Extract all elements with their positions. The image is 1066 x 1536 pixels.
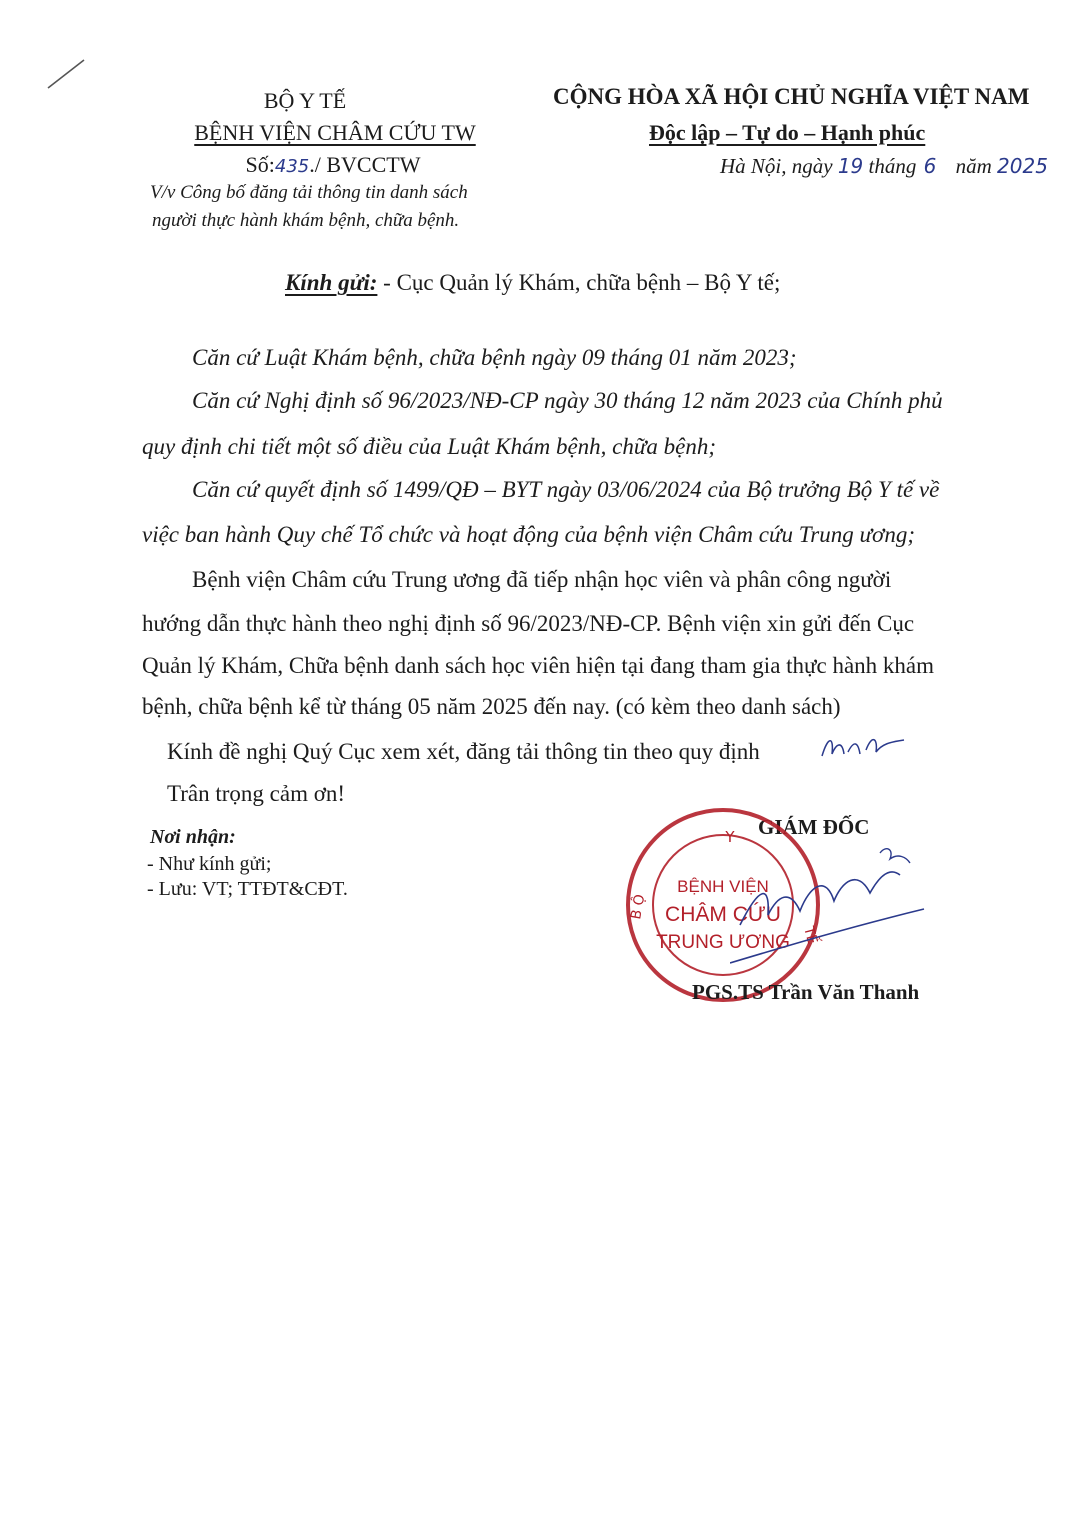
stamp-ring-left: B Ộ [628,893,649,921]
stamp-line-2: CHÂM CỨU [665,903,781,926]
paragraph-line-3: Quản lý Khám, Chữa bệnh danh sách học viên hiện tại đang tham gia thực hành khám [142,653,935,678]
year-label: năm [955,154,992,178]
recipients-title: Nơi nhận: [150,826,236,848]
paragraph-line-4: bệnh, chữa bệnh kể từ tháng 05 năm 2025 đến nay. (có kèm theo danh sách) [142,694,841,719]
stamp-line-3: TRUNG ƯƠNG [656,932,790,953]
basis-1: Căn cứ Luật Khám bệnh, chữa bệnh ngày 09 tháng 01 năm 2023; [192,345,797,370]
basis-3-line-1: Căn cứ quyết định số 1499/QĐ – BYT ngày 03/06/2024 của Bộ trưởng Bộ Y tế về [192,477,940,502]
subject-line-2: người thực hành khám bệnh, chữa bệnh. [152,210,460,231]
number-suffix: ./ BVCCTW [309,152,421,177]
subject-line-1: V/v Công bố đăng tải thông tin danh sách [150,182,468,203]
paragraph-line-1: Bệnh viện Châm cứu Trung ương đã tiếp nhận học viên và phân công người [192,567,892,592]
document-number [218,152,448,178]
signer-title: GIÁM ĐỐC [758,815,870,839]
day-handwritten: 19 [837,154,864,178]
recipient-value: - Cục Quản lý Khám, chữa bệnh – Bộ Y tế; [383,270,781,295]
pen-stroke-mark [44,56,88,92]
stamp-ring-top: Y [725,828,735,846]
basis-2-line-1: Căn cứ Nghị định số 96/2023/NĐ-CP ngày 30 tháng 12 năm 2023 của Chính phủ [192,388,943,413]
initials-signature [818,730,908,764]
number-label: Số: [245,152,275,177]
thanks-line: Trân trọng cảm ơn! [167,781,346,806]
stamp-ring-right: TẾ [800,924,821,946]
ministry-name: BỘ Y TẾ [263,88,347,113]
signer-name: PGS.TS Trần Văn Thanh [692,980,920,1004]
request-line: Kính đề nghị Quý Cục xem xét, đăng tải thông tin theo quy định [167,739,760,764]
year-handwritten: 2025 [997,154,1048,178]
place-date-prefix: Hà Nội, ngày [720,154,833,178]
recipient-item-1: - Như kính gửi; [147,853,272,875]
month-handwritten: 6 [923,154,937,178]
recipient-block [285,270,780,296]
paragraph-line-2: hướng dẫn thực hành theo nghị định số 96/2023/NĐ-CP. Bệnh viện xin gửi đến Cục [142,611,915,636]
recipient-item-2: - Lưu: VT; TTĐT&CĐT. [147,878,348,900]
basis-3-line-2: việc ban hành Quy chế Tổ chức và hoạt động của bệnh viện Châm cứu Trung ương; [142,522,915,547]
hospital-name: BỆNH VIỆN CHÂM CỨU TW [194,120,476,145]
director-signature [730,845,930,965]
basis-2-line-2: quy định chi tiết một số điều của Luật Khám bệnh, chữa bệnh; [142,434,717,459]
national-motto: Độc lập – Tự do – Hạnh phúc [649,120,926,145]
number-handwritten: 435 [274,156,310,177]
republic-title: CỘNG HÒA XÃ HỘI CHỦ NGHĨA VIỆT NAM [553,84,1030,109]
month-label: tháng [868,154,917,178]
place-date [720,154,1048,179]
recipient-label: Kính gửi: [285,270,378,295]
stamp-line-1: BỆNH VIỆN [677,877,769,896]
